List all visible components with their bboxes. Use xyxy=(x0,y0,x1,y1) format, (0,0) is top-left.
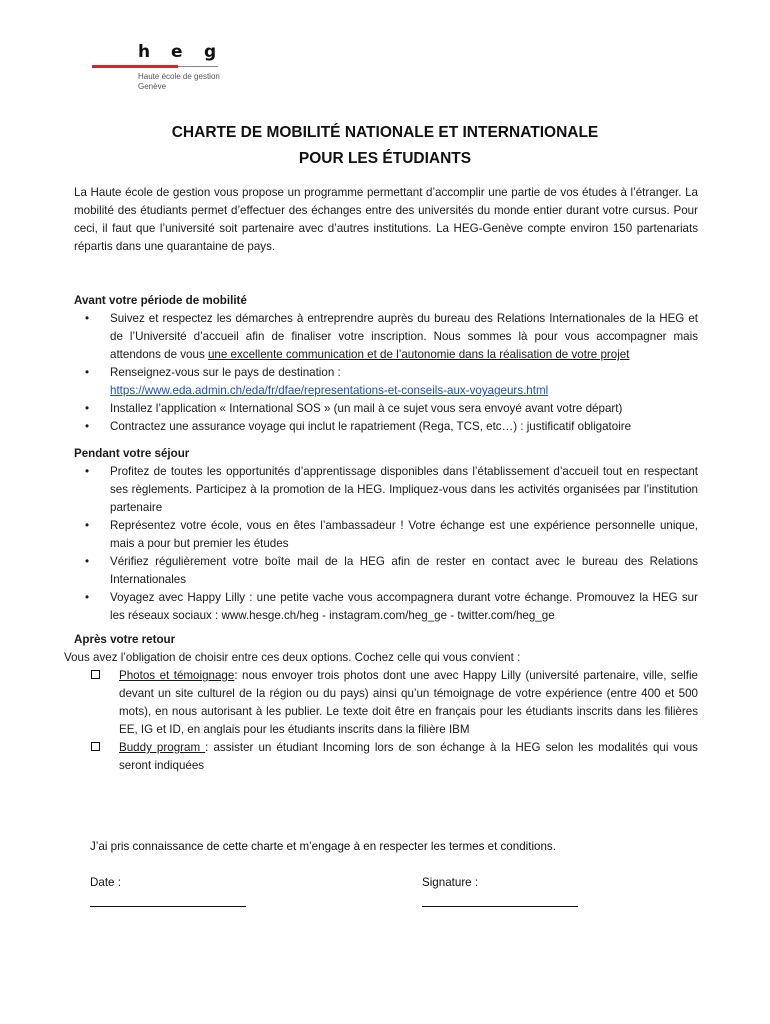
list-item xyxy=(74,310,698,364)
logo-grey-line xyxy=(178,66,218,67)
during-item-text: Voyagez avec Happy Lilly : une petite vache vous accompagnera durant votre échange. Promouvez la HEG sur les réseaux sociaux : www.hesge.ch/heg - instagram.com/heg_ge - twitter.com/heg_ge xyxy=(110,591,698,622)
intro-paragraph: La Haute école de gestion vous propose un programme permettant d’accomplir une partie de vos études à l’étranger. La mobilité des étudiants permet d’effectuer des échanges entre des universités du monde entier durant votre cursus. Pour ceci, il faut que l’université soit partenaire avec d’autres institutions. La HEG-Genève compte environ 150 partenariats répartis dans une quarantaine de pays. xyxy=(74,186,698,253)
bullet-icon: • xyxy=(85,312,90,325)
during-item-text: Représentez votre école, vous en êtes l’ambassadeur ! Votre échange est une expérience personnelle unique, mais a pour but premier les études xyxy=(110,519,698,550)
date-field[interactable] xyxy=(90,906,246,907)
option1-text: : nous envoyer trois photos dont une avec Happy Lilly (université partenaire, ville, selfie devant un site culturel de la région ou du pays) ainsi qu’un témoignage de votre expérience (entre 400 et 500 mots), en nous autorisant à les publier. Le texte doit être en français pour les étudiants inscrits dans les filières EE, IG et ID, en anglais pour les étudiants inscrits dans la filière IBM xyxy=(119,669,698,736)
bullet-icon: • xyxy=(85,591,90,604)
logo-subtitle-line2: Genève xyxy=(138,82,167,91)
bullet-icon: • xyxy=(85,366,90,379)
list-item xyxy=(74,400,698,418)
list-item xyxy=(74,463,698,517)
date-label: Date : xyxy=(90,876,121,889)
option-photos xyxy=(73,667,698,739)
list-item xyxy=(74,553,698,589)
option-buddy xyxy=(73,739,698,775)
signature-label: Signature : xyxy=(422,876,479,889)
list-item xyxy=(74,517,698,553)
bullet-icon: • xyxy=(85,420,90,433)
list-item xyxy=(74,364,698,400)
page-title-line2: POUR LES ÉTUDIANTS xyxy=(298,150,472,167)
photos-checkbox[interactable] xyxy=(91,670,100,679)
logo-letter-e: e xyxy=(171,42,183,62)
before-item3-text: Installez l’application « International SOS » (un mail à ce sujet vous sera envoyé avant votre départ) xyxy=(110,402,623,415)
logo-subtitle-line1: Haute école de gestion xyxy=(138,72,220,81)
acknowledgement-text: J’ai pris connaissance de cette charte et m’engage à en respecter les termes et conditions. xyxy=(90,840,556,853)
bullet-icon: • xyxy=(85,519,90,532)
list-item xyxy=(74,589,698,625)
bullet-icon: • xyxy=(85,402,90,415)
page-title-line1: CHARTE DE MOBILITÉ NATIONALE ET INTERNATIONALE xyxy=(171,124,599,141)
option1-label: Photos et témoignage xyxy=(119,669,235,682)
buddy-checkbox[interactable] xyxy=(91,742,100,751)
eda-travel-advice-link[interactable]: https://www.eda.admin.ch/eda/fr/dfae/representations-et-conseils-aux-voyageurs.html xyxy=(110,384,549,397)
during-list xyxy=(74,463,698,625)
section-heading-before: Avant votre période de mobilité xyxy=(74,294,247,307)
before-item2-text: Renseignez-vous sur le pays de destination : xyxy=(110,366,341,379)
before-item4-text: Contractez une assurance voyage qui inclut le rapatriement (Rega, TCS, etc…) : justificatif obligatoire xyxy=(110,420,632,433)
section-heading-during: Pendant votre séjour xyxy=(74,447,190,460)
signature-area xyxy=(90,838,690,889)
logo-letter-h: h xyxy=(138,42,151,62)
document-body xyxy=(64,184,698,775)
after-intro: Vous avez l’obligation de choisir entre ces deux options. Cochez celle qui vous convient : xyxy=(64,651,521,664)
after-options xyxy=(73,667,698,775)
section-heading-after: Après votre retour xyxy=(74,633,176,646)
bullet-icon: • xyxy=(85,555,90,568)
before-item1-underlined: une excellente communication et de l’autonomie dans la réalisation de votre projet xyxy=(207,348,630,361)
logo-letters xyxy=(138,42,258,62)
option2-text: : assister un étudiant Incoming lors de son échange à la HEG selon les modalités qui vous seront indiquées xyxy=(119,741,698,772)
during-item-text: Profitez de toutes les opportunités d’apprentissage disponibles dans l’établissement d’accueil tout en respectant ses règlements. Participez à la promotion de la HEG. Impliquez-vous dans les activités organisées par l’institution partenaire xyxy=(110,465,698,514)
signature-field[interactable] xyxy=(422,906,578,907)
before-list xyxy=(74,310,698,436)
page-title xyxy=(0,120,770,172)
option2-label: Buddy program xyxy=(119,741,206,754)
logo-red-bar xyxy=(92,65,178,68)
list-item xyxy=(74,418,698,436)
before-item1-text: Suivez et respectez les démarches à entreprendre auprès du bureau des Relations Internationales de la HEG et de l’Université d’accueil afin de finaliser votre inscription. Nous sommes là pour vous accompagner mais attendons de vous xyxy=(110,312,698,361)
logo-letter-g: g xyxy=(204,42,217,62)
during-item-text: Vérifiez régulièrement votre boîte mail de la HEG afin de rester en contact avec le bureau des Relations Internationales xyxy=(110,555,698,586)
logo-subtitle xyxy=(138,72,220,92)
bullet-icon: • xyxy=(85,465,90,478)
